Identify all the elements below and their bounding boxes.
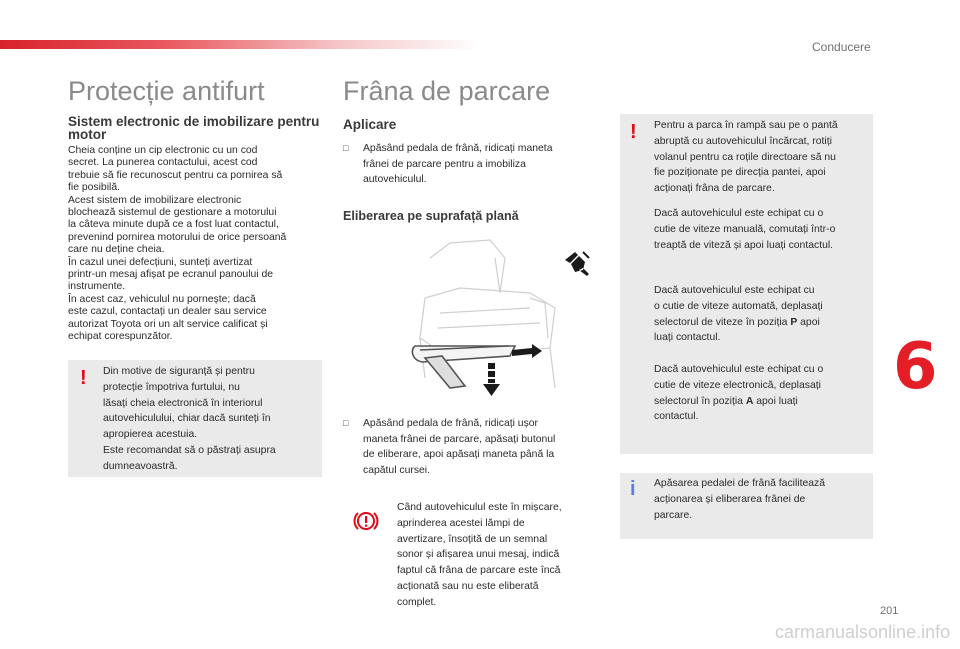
info-icon: i — [630, 478, 636, 500]
warning-key-text-line: dumneavoastră. — [103, 460, 178, 472]
bullet-apply — [343, 141, 598, 188]
warning-key-text-line: lăsați cheia electronică în interiorul — [103, 397, 263, 409]
warning-key-text — [103, 364, 318, 475]
bullet-release-text — [343, 416, 598, 478]
warning-key-text-line: autovehiculului, chiar dacă sunteți în — [103, 413, 271, 425]
warning-manual-gearbox-text — [654, 206, 869, 253]
warning-lamp-text — [397, 500, 602, 611]
parking-brake-illustration — [380, 238, 595, 398]
warning-lamp-text-line: sonor și afișarea unui mesaj, indică — [397, 549, 560, 561]
info-brake-pedal-text-line: parcare. — [654, 509, 693, 521]
immobilizer-description-line: Cheia conține un cip electronic cu un cod — [68, 145, 258, 156]
bullet-release-text-line: Apăsând pedala de frână, ridicați ușor — [363, 418, 539, 429]
warning-electronic-gearbox-text: Dacă autovehiculul este echipat cu o cutie de viteze electronică, deplasați selectorul în poziția A apoi luați contactul. — [654, 364, 824, 423]
warning-slope-text-line: fie poziționate pe direcția pantei, apoi — [654, 167, 826, 179]
warning-slope-text — [654, 118, 869, 197]
warning-exclamation-icon: ! — [80, 367, 87, 389]
immobilizer-description-line: prevenind pornirea motorului de orice persoană — [68, 231, 287, 243]
immobilizer-description-line: printr-un mesaj afișat pe ecranul panoului de — [68, 269, 274, 281]
page-title-antitheft: Protecție antifurt — [68, 76, 265, 106]
section-title-immobilizer: Sistem electronic de imobilizare pentru motor — [68, 114, 320, 142]
bullet-release-text-line: capătul cursei. — [363, 464, 430, 476]
info-brake-pedal-text-line: Apăsarea pedalei de frână facilitează — [654, 478, 825, 489]
warning-lamp-text-line: acționată sau nu este eliberată — [397, 580, 539, 592]
info-brake-pedal-text-line: acționarea și eliberarea frânei de — [654, 493, 806, 505]
parking-brake-warning-lamp-icon — [353, 508, 379, 534]
warning-slope-text-line: abruptă cu autovehiculul încărcat, rotiți — [654, 135, 832, 147]
immobilizer-description-line: fie posibilă. — [68, 182, 120, 194]
bullet-apply-text-line: autovehiculul. — [363, 174, 427, 186]
warning-lamp-text-line: aprinderea acestei lămpi de — [397, 517, 525, 529]
warning-key-text-line: Din motive de siguranță și pentru — [103, 366, 255, 377]
bullet-apply-text-line: Apăsând pedala de frână, ridicați maneta — [363, 143, 553, 154]
warning-slope-text-line: acționați frâna de parcare. — [654, 183, 775, 195]
page-title-parking-brake: Frâna de parcare — [343, 76, 551, 106]
immobilizer-description-line: este cazul, contactați un dealer sau service — [68, 306, 267, 318]
bullet-arrow-icon: □ — [343, 143, 349, 153]
immobilizer-description-line: Acest sistem de imobilizare electronic — [68, 194, 242, 206]
immobilizer-description-line: trebuie să fie recunoscut pentru ca pornirea să — [68, 169, 283, 181]
bullet-arrow-icon: □ — [343, 418, 349, 428]
warning-key-text-line: Este recomandat să o păstrați asupra — [103, 444, 276, 456]
bullet-release-text-line: de eliberare, apoi apăsați maneta până la — [363, 449, 555, 461]
chapter-number: 6 — [893, 330, 938, 404]
warning-lamp-text-line: avertizare, însoțită de un semnal — [397, 533, 548, 545]
bullet-release-text-line: maneta frânei de parcare, apăsați butonul — [363, 433, 556, 445]
bullet-apply-text — [343, 141, 598, 188]
warning-key-text-line: protecție împotriva furtului, nu — [103, 381, 240, 393]
warning-manual-gearbox-text-line: Dacă autovehiculul este echipat cu o — [654, 208, 824, 219]
immobilizer-description-line: În acest caz, vehiculul nu pornește; dacă — [68, 293, 256, 305]
immobilizer-description-line: care nu deține cheia. — [68, 244, 165, 256]
warning-manual-gearbox-text-line: cutie de viteze manuală, comutați într-o — [654, 223, 836, 235]
info-brake-pedal-text — [654, 476, 869, 523]
bullet-apply-text-line: frânei de parcare pentru a imobiliza — [363, 158, 526, 170]
immobilizer-description-line: secret. La punerea contactului, acest cod — [68, 157, 258, 169]
immobilizer-description-line: echipat corespunzător. — [68, 331, 173, 343]
warning-slope-text-line: Pentru a parca în rampă sau pe o pantă — [654, 120, 838, 131]
warning-lamp-text-line: faptul că frâna de parcare este încă — [397, 565, 561, 577]
page-number: 201 — [880, 605, 899, 617]
immobilizer-description-line: instrumente. — [68, 281, 126, 293]
immobilizer-description-line: la câteva minute după ce a fost luat contactul, — [68, 219, 279, 231]
watermark: carmanualsonline.info — [775, 622, 951, 642]
warning-key-text-line: apropierea acestuia. — [103, 429, 198, 441]
warning-slope-text-line: volanul pentru ca roțile directoare să nu — [654, 151, 836, 163]
warning-automatic-gearbox-text: Dacă autovehiculul este echipat cu o cutie de viteze automată, deplasați selectorul de viteze în poziția P apoi luați contactul. — [654, 285, 823, 344]
immobilizer-description-line: blochează sistemul de gestionare a motorului — [68, 207, 277, 219]
warning-manual-gearbox-text-line: treaptă de viteză și apoi luați contactul. — [654, 239, 834, 251]
immobilizer-description-line: În cazul unei defecțiuni, sunteți avertizat — [68, 256, 253, 268]
warning-exclamation-icon-2: ! — [630, 121, 637, 143]
warning-lamp-text-line: Când autovehiculul este în mișcare, — [397, 502, 562, 513]
immobilizer-description — [68, 145, 330, 344]
immobilizer-description-line: autorizat Toyota ori un alt service calificat și — [68, 318, 268, 330]
bullet-release — [343, 416, 598, 478]
warning-lamp-text-line: complet. — [397, 596, 437, 608]
section-title-release-flat: Eliberarea pe suprafață plană — [343, 209, 519, 223]
section-title-apply: Aplicare — [343, 117, 397, 132]
header-accent-bar — [0, 40, 480, 49]
chapter-label: Conducere — [812, 40, 871, 54]
